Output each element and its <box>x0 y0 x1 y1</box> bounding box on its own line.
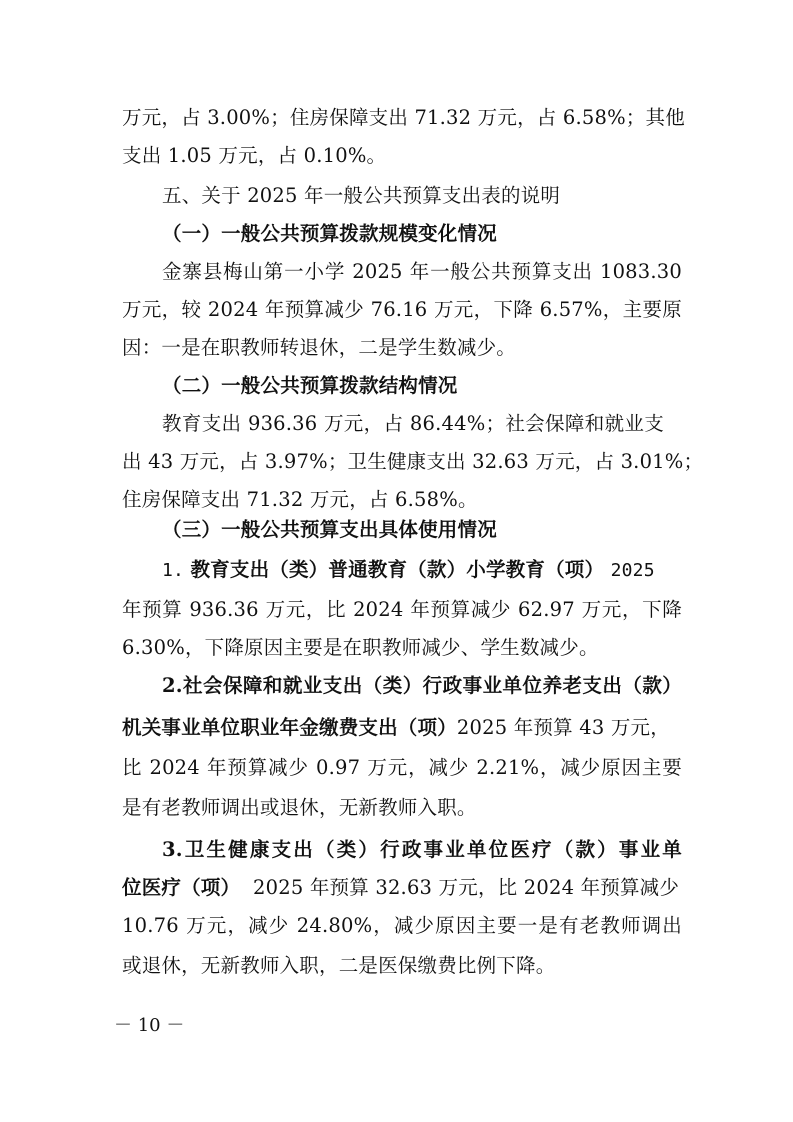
item-2-title-cont: 机关事业单位职业年金缴费支出（项） <box>122 716 457 739</box>
subsection-heading: （一）一般公共预算拨款规模变化情况 <box>162 222 497 245</box>
paragraph-line: 因：一是在职教师转退休，二是学生数减少。 <box>122 336 517 359</box>
paragraph-line: 万元，较 2024 年预算减少 76.16 万元，下降 6.57%，主要原 <box>122 298 682 321</box>
paragraph-line: 比 2024 年预算减少 0.97 万元，减少 2.21%，减少原因主要 <box>122 756 682 779</box>
paragraph-line: 10.76 万元，减少 24.80%，减少原因主要一是有老教师调出 <box>122 914 682 937</box>
item-3-title: 3.卫生健康支出（类）行政事业单位医疗（款）事业单 <box>162 838 682 861</box>
item-2-budget: 2025 年预算 43 万元， <box>456 716 670 739</box>
item-2-line <box>122 714 682 742</box>
paragraph-line: 金寨县梅山第一小学 2025 年一般公共预算支出 1083.30 <box>162 260 682 283</box>
paragraph-line: 万元，占 3.00%；住房保障支出 71.32 万元，占 6.58%；其他 <box>122 106 685 129</box>
paragraph-line: 年预算 936.36 万元，比 2024 年预算减少 62.97 万元，下降 <box>122 598 682 621</box>
item-3-title-cont: 位医疗（项） <box>122 876 241 899</box>
paragraph-line: 住房保障支出 71.32 万元，占 6.58%。 <box>122 488 478 511</box>
item-1-year: 2025 <box>610 560 655 581</box>
item-1-line <box>162 556 682 585</box>
item-3-line <box>122 874 682 902</box>
page-number: － 10 － <box>114 1015 185 1036</box>
subsection-heading: （三）一般公共预算支出具体使用情况 <box>162 518 497 541</box>
paragraph-line: 出 43 万元，占 3.97%；卫生健康支出 32.63 万元，占 3.01%； <box>122 450 704 473</box>
subsection-heading: （二）一般公共预算拨款结构情况 <box>162 374 458 397</box>
paragraph-line: 6.30%，下降原因主要是在职教师减少、学生数减少。 <box>122 636 599 659</box>
paragraph-line: 支出 1.05 万元，占 0.10%。 <box>122 144 387 167</box>
paragraph-line: 或退休，无新教师入职，二是医保缴费比例下降。 <box>122 954 556 977</box>
paragraph-line: 是有老教师调出或退休，无新教师入职。 <box>122 796 477 819</box>
paragraph-line: 教育支出 936.36 万元，占 86.44%；社会保障和就业支 <box>162 412 664 435</box>
item-1-title: 教育支出（类）普通教育（款）小学教育（项） <box>190 558 605 581</box>
section-heading: 五、关于 2025 年一般公共预算支出表的说明 <box>162 184 561 207</box>
item-1-number: 1. <box>162 560 185 581</box>
item-3-budget: 2025 年预算 32.63 万元，比 2024 年预算减少 <box>253 876 680 899</box>
item-2-title: 2.社会保障和就业支出（类）行政事业单位养老支出（款） <box>162 674 682 697</box>
